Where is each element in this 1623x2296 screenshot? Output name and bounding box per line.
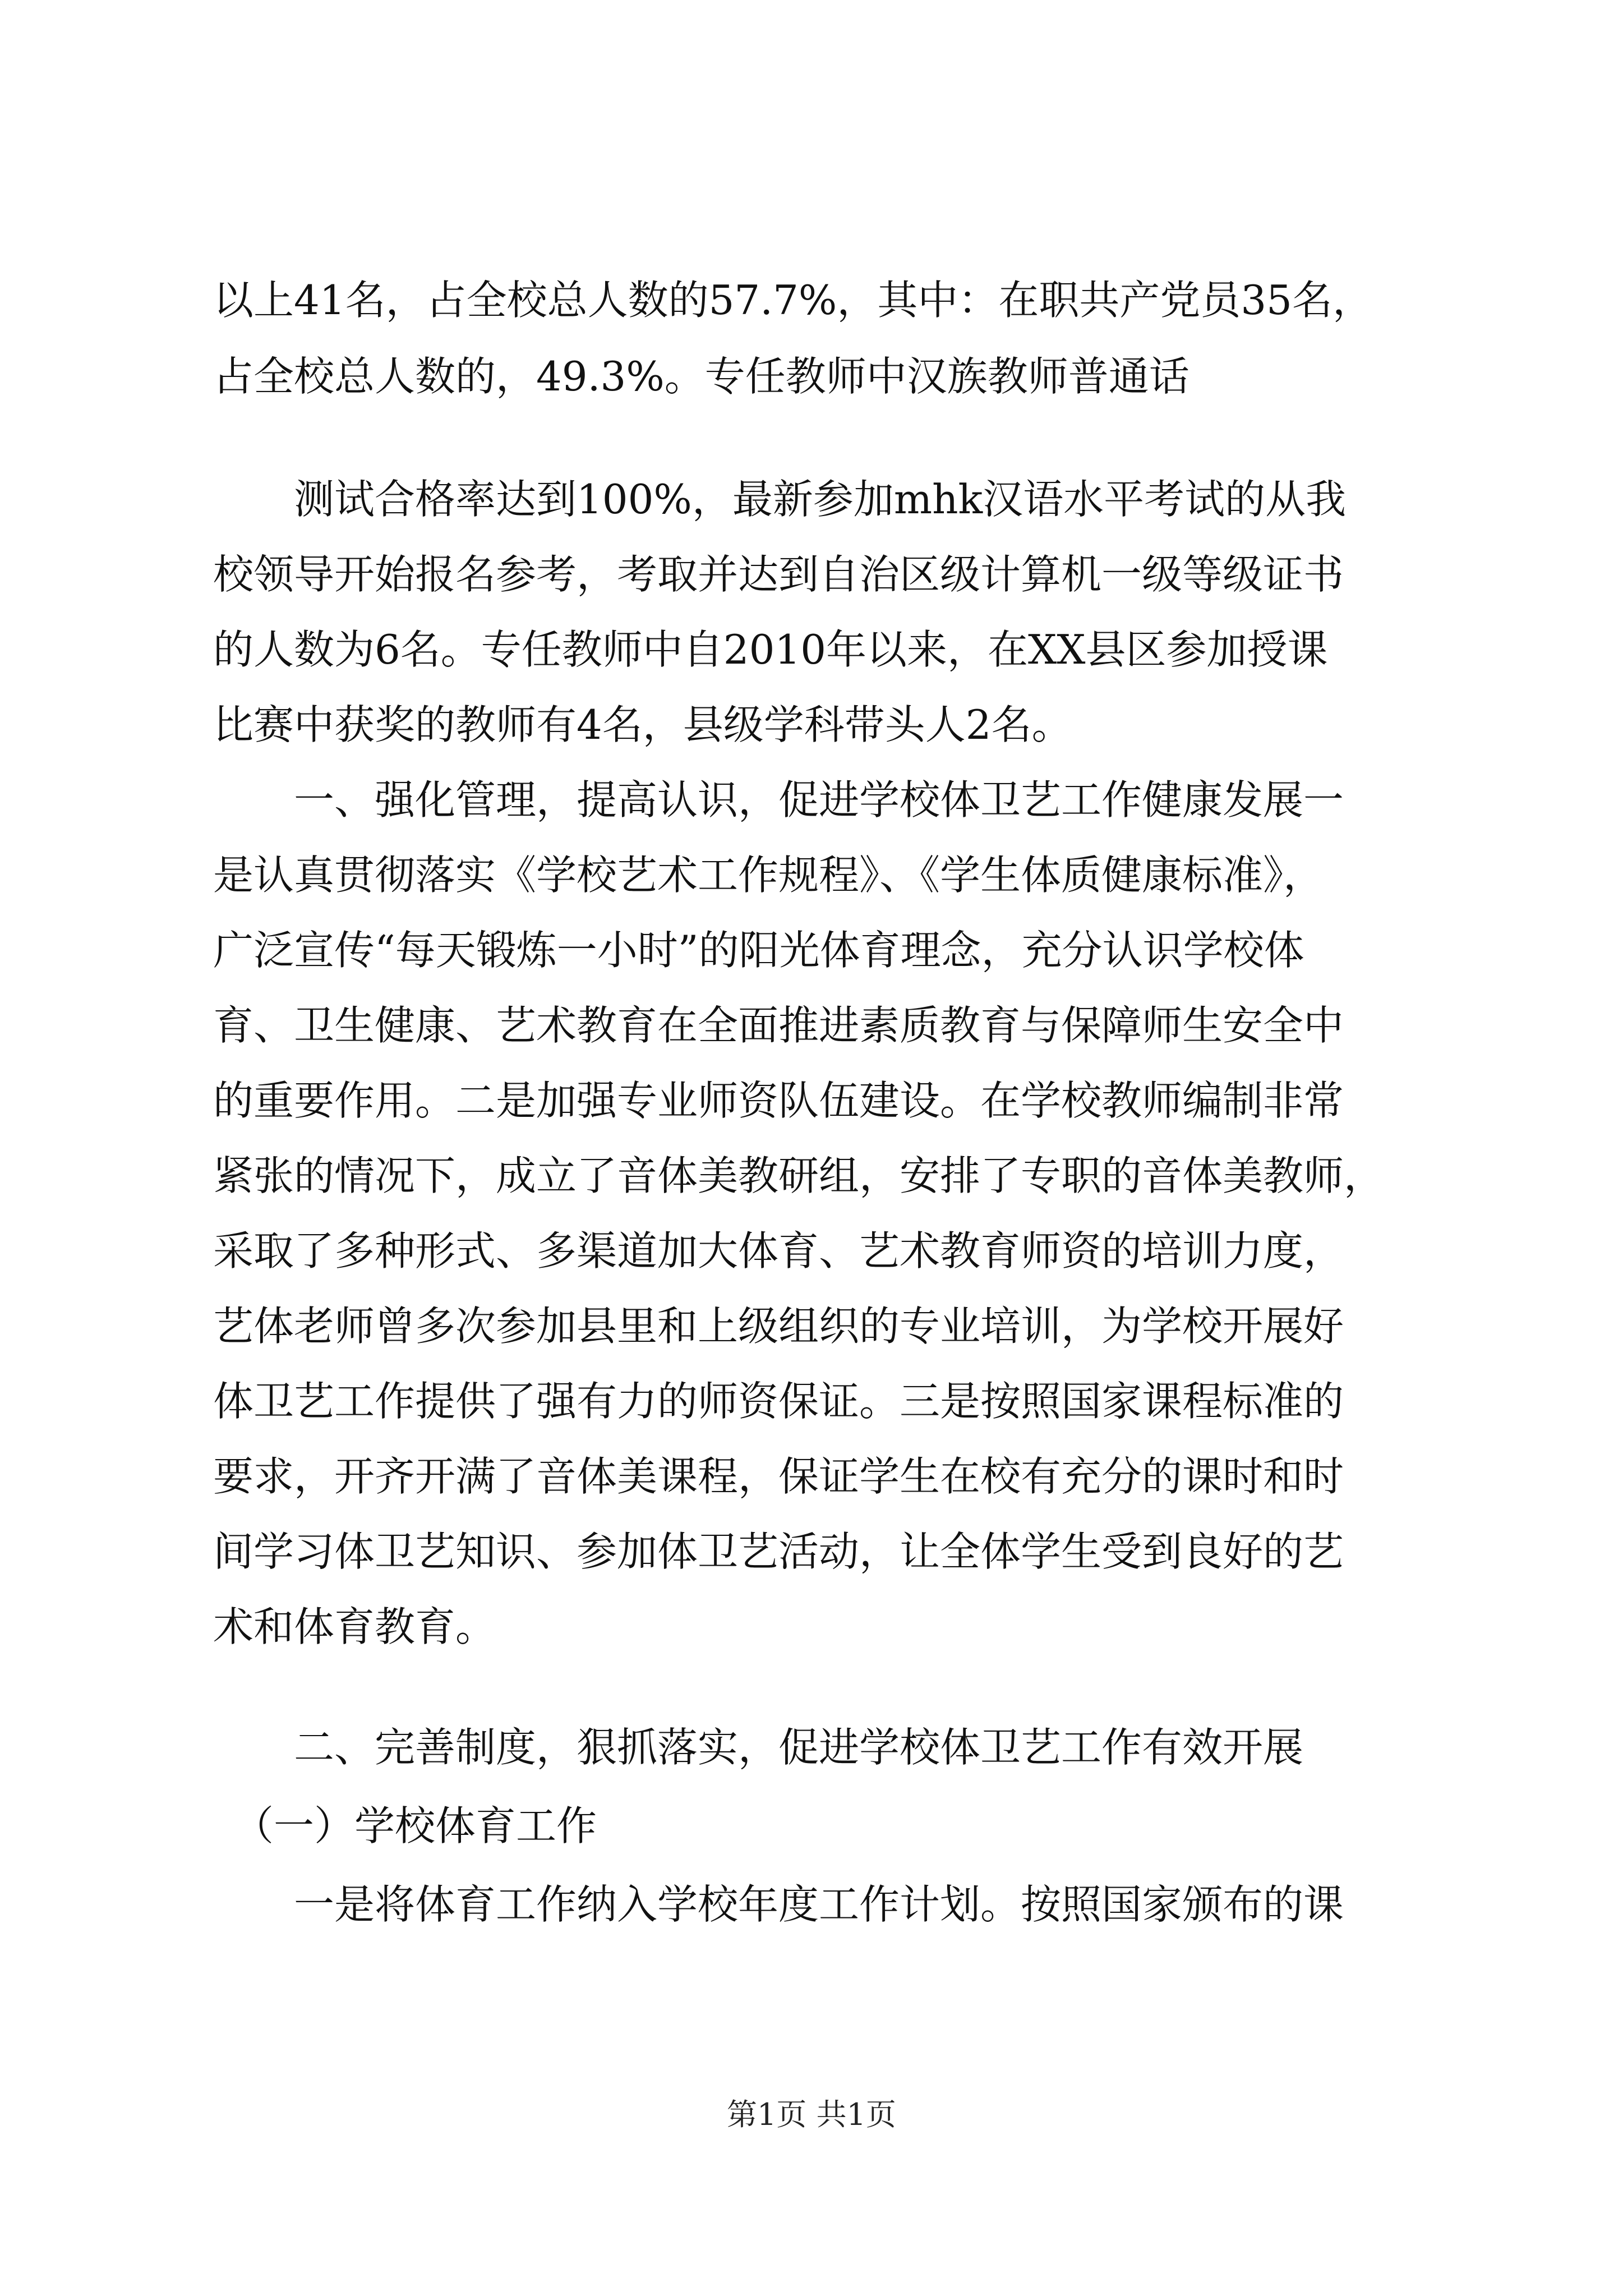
text-line: 是认真贯彻落实《学校艺术工作规程》、《学生体质健康标准》， xyxy=(213,852,1324,899)
text-line: 间学习体卫艺知识、参加体卫艺活动，让全体学生受到良好的艺 xyxy=(213,1528,1344,1575)
text-line: 育、卫生健康、艺术教育在全面推进素质教育与保障师生安全中 xyxy=(213,1002,1344,1049)
text-line: 采取了多种形式、多渠道加大体育、艺术教育师资的培训力度， xyxy=(213,1227,1344,1274)
text-line: 校领导开始报名参考，考取并达到自治区级计算机一级等级证书 xyxy=(213,551,1344,598)
text-line: 以上41名，占全校总人数的57.7%，其中：在职共产党员35名， xyxy=(213,277,1373,324)
text-line: 测试合格率达到100%，最新参加mhk汉语水平考试的从我 xyxy=(213,476,1347,523)
page-footer: 第1页 共1页 xyxy=(727,2097,896,2132)
text-line: 占全校总人数的，49.3%。专任教师中汉族教师普通话 xyxy=(213,353,1189,400)
subsection-heading: （一）学校体育工作 xyxy=(213,1802,597,1849)
text-line: 广泛宣传“每天锻炼一小时”的阳光体育理念，充分认识学校体 xyxy=(213,927,1304,974)
text-line: 的重要作用。二是加强专业师资队伍建设。在学校教师编制非常 xyxy=(213,1077,1344,1124)
text-line: 一、强化管理，提高认识，促进学校体卫艺工作健康发展一 xyxy=(213,776,1344,823)
text-line: 体卫艺工作提供了强有力的师资保证。三是按照国家课程标准的 xyxy=(213,1378,1344,1425)
text-line: 紧张的情况下，成立了音体美教研组，安排了专职的音体美教师， xyxy=(213,1152,1385,1199)
text-line: 术和体育教育。 xyxy=(213,1603,496,1650)
text-line: 比赛中获奖的教师有4名，县级学科带头人2名。 xyxy=(213,701,1072,748)
text-line: 要求，开齐开满了音体美课程，保证学生在校有充分的课时和时 xyxy=(213,1453,1344,1500)
text-line: 艺体老师曾多次参加县里和上级组织的专业培训，为学校开展好 xyxy=(213,1303,1344,1350)
text-line: 一是将体育工作纳入学校年度工作计划。按照国家颁布的课 xyxy=(213,1881,1344,1928)
text-line: 的人数为6名。专任教师中自2010年以来，在XX县区参加授课 xyxy=(213,626,1328,673)
section-heading: 二、完善制度，狠抓落实，促进学校体卫艺工作有效开展 xyxy=(213,1724,1304,1771)
